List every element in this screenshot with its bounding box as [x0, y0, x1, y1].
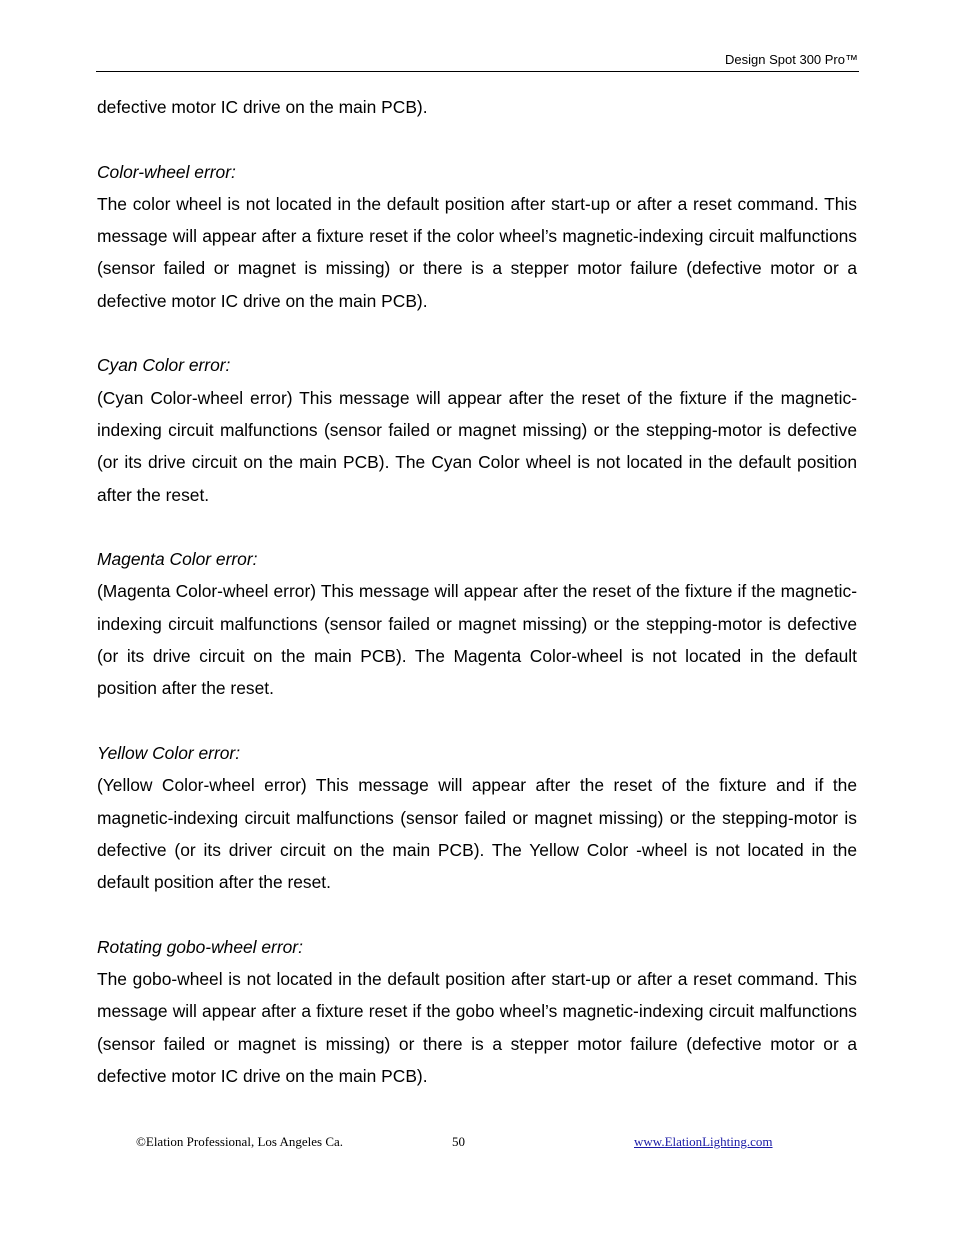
section-heading-magenta: Magenta Color error:	[97, 549, 258, 570]
document-header-title: Design Spot 300 Pro™	[725, 52, 858, 67]
section-text-yellow: (Yellow Color-wheel error) This message will appear after the reset of the fixture and if the magnetic-indexing circuit malfunctions (sensor failed or magnet missing) or the stepping-motor is defective (or its driver circuit on the main PCB). The Yellow Color -wheel is not located in the default position after the reset.	[97, 775, 857, 893]
paragraph-gap	[97, 705, 857, 737]
section-heading-gobo: Rotating gobo-wheel error:	[97, 936, 303, 957]
section-text-magenta: (Magenta Color-wheel error) This message will appear after the reset of the fixture if the magnetic-indexing circuit malfunctions (sensor failed or magnet missing) or the stepping-motor is defective (or its drive circuit on the main PCB). The Magenta Color-wheel is not located in the default position after the reset.	[97, 581, 857, 699]
section-heading-cyan: Cyan Color error:	[97, 355, 231, 376]
paragraph-gap	[97, 511, 857, 543]
paragraph-gap	[97, 317, 857, 349]
paragraph-gap	[97, 123, 857, 155]
paragraph-gap	[97, 898, 857, 930]
footer-copyright: ©Elation Professional, Los Angeles Ca.	[136, 1134, 344, 1149]
footer-page-number: 50	[452, 1134, 465, 1149]
section-text-gobo: The gobo-wheel is not located in the default position after start-up or after a reset command. This message will appear after a fixture reset if the gobo wheel’s magnetic-indexing circuit malfunctions (sensor failed or magnet is missing) or there is a stepper motor failure (defective motor or a defective motor IC drive on the main PCB).	[97, 969, 857, 1086]
page-body	[97, 91, 857, 1092]
section-heading-color-wheel: Color-wheel error:	[97, 161, 236, 182]
continuation-paragraph: defective motor IC drive on the main PCB).	[97, 97, 428, 117]
section-text-cyan: (Cyan Color-wheel error) This message will appear after the reset of the fixture if the magnetic-indexing circuit malfunctions (sensor failed or magnet missing) or the stepping-motor is defective (or its drive circuit on the main PCB). The Cyan Color wheel is not located in the default position after the reset.	[97, 387, 857, 505]
header-divider	[96, 71, 859, 72]
section-heading-yellow: Yellow Color error:	[97, 742, 241, 763]
section-text-color-wheel: The color wheel is not located in the default position after start-up or after a reset command. This message will appear after a fixture reset if the color wheel’s magnetic-indexing circuit malfunctions (sensor failed or magnet is missing) or there is a stepper motor failure (defective motor or a defective motor IC drive on the main PCB).	[97, 193, 857, 311]
footer-website-link[interactable]: www.ElationLighting.com	[634, 1134, 773, 1149]
